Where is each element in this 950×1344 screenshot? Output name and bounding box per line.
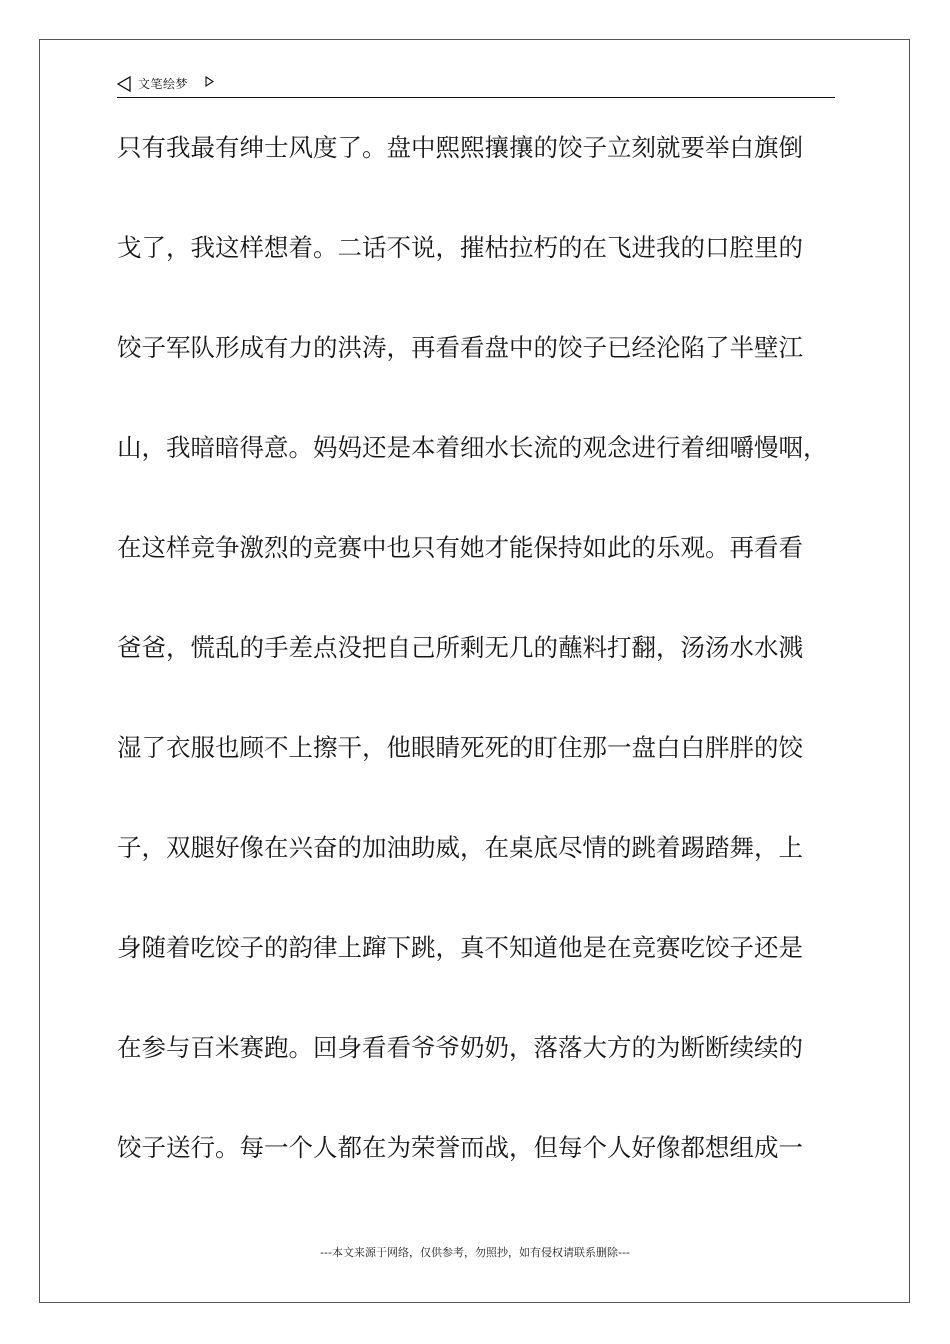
caret-right-outline-icon xyxy=(205,76,214,87)
text-line: 山，我暗暗得意。妈妈还是本着细水长流的观念进行着细嚼慢咽， xyxy=(117,433,828,462)
footer-disclaimer: ---本文来源于网络，仅供参考，勿照抄，如有侵权请联系删除--- xyxy=(320,1246,630,1259)
text-line: 湿了衣服也顾不上擦干，他眼睛死死的盯住那一盘白白胖胖的饺 xyxy=(117,733,803,762)
page-header xyxy=(117,74,835,98)
text-line: 身随着吃饺子的韵律上蹿下跳，真不知道他是在竞赛吃饺子还是 xyxy=(117,933,803,962)
caret-left-outline-icon xyxy=(117,76,131,92)
text-line: 饺子军队形成有力的洪涛，再看看盘中的饺子已经沦陷了半壁江 xyxy=(117,333,803,362)
text-line: 戈了，我这样想着。二话不说，摧枯拉朽的在飞进我的口腔里的 xyxy=(117,233,803,262)
text-line: 只有我最有绅士风度了。盘中熙熙攘攘的饺子立刻就要举白旗倒 xyxy=(117,133,803,162)
text-line: 子，双腿好像在兴奋的加油助威，在桌底尽情的跳着踢踏舞，上 xyxy=(117,833,803,862)
text-line: 爸爸，慌乱的手差点没把自己所剩无几的蘸料打翻，汤汤水水溅 xyxy=(117,633,803,662)
text-line: 在这样竞争激烈的竞赛中也只有她才能保持如此的乐观。再看看 xyxy=(117,533,803,562)
header-title: 文笔绘梦 xyxy=(138,77,189,91)
text-line: 在参与百米赛跑。回身看看爷爷奶奶，落落大方的为断断续续的 xyxy=(117,1033,803,1062)
text-line: 饺子送行。每一个人都在为荣誉而战，但每个人好像都想组成一 xyxy=(117,1133,803,1162)
